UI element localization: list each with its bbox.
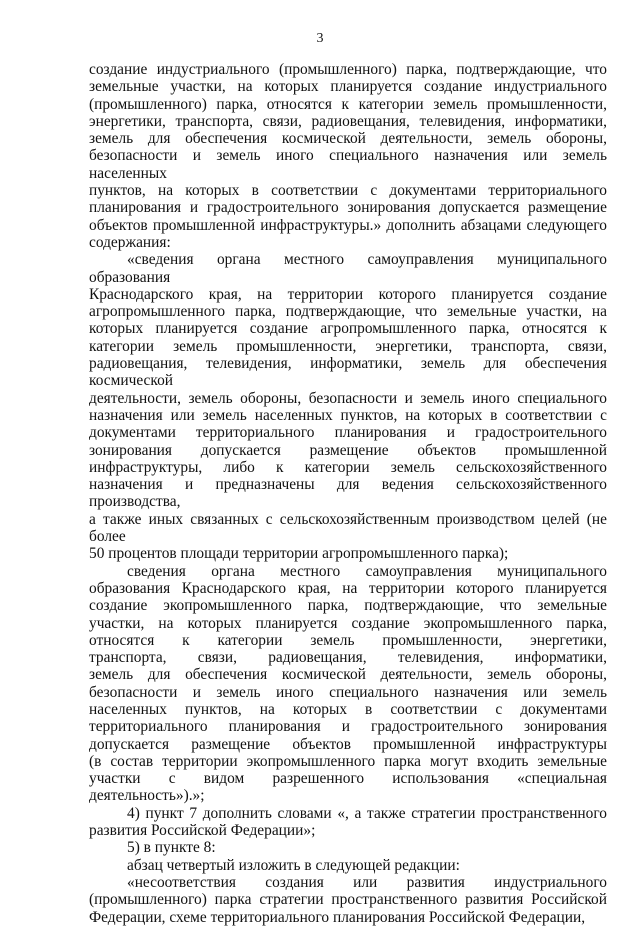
text-line: транспорта, связи, радиовещания, телевидения, информатики, [89, 649, 607, 667]
text-line: участки, на которых планируется создание экопромышленного парка, [89, 614, 607, 632]
text-line: деятельность»).»; [89, 787, 205, 805]
text-line: документами территориального планирования и градостроительного [89, 424, 607, 442]
text-line: 50 процентов площади территории агропромышленного парка); [89, 545, 509, 563]
text-line: агропромышленного парка, подтверждающие, что земельные участки, на [89, 303, 607, 321]
document-body [89, 61, 607, 926]
text-line: 5) в пункте 8: [127, 839, 216, 857]
text-line: (промышленного) парка, относятся к категории земель промышленности, [89, 95, 607, 113]
text-line: развития Российской Федерации»; [89, 822, 316, 840]
text-line: создание индустриального (промышленного) парка, подтверждающие, что [89, 61, 607, 78]
text-line: сведения органа местного самоуправления муниципального [127, 562, 607, 580]
text-line: 4) пункт 7 дополнить словами «, а также стратегии пространственного [127, 804, 607, 822]
text-line: содержания: [89, 233, 171, 251]
text-line: пунктов, на которых в соответствии с документами территориального [89, 182, 607, 200]
text-line: а также иных связанных с сельскохозяйственным производством целей (не более [89, 510, 607, 546]
text-line: энергетики, транспорта, связи, радиовещания, телевидения, информатики, [89, 112, 607, 130]
text-line: объектов промышленной инфраструктуры.» дополнить абзацами следующего [89, 216, 607, 234]
text-line: участки с видом разрешенного использования «специальная [89, 770, 607, 788]
text-line: абзац четвертый изложить в следующей редакции: [127, 856, 460, 874]
text-line: (промышленного) парка стратегии пространственного развития Российской [89, 891, 607, 909]
text-line: инфраструктуры, либо к категории земель сельскохозяйственного [89, 458, 607, 476]
text-line: безопасности и земель иного специального назначения или земель населенных [89, 147, 607, 182]
text-line: «несоответствия создания или развития индустриального [127, 873, 607, 891]
text-line: допускается размещение объектов промышленной инфраструктуры [89, 735, 607, 753]
text-line: категории земель промышленности, энергетики, транспорта, связи, [89, 337, 607, 355]
text-line: создание экопромышленного парка, подтверждающие, что земельные [89, 597, 607, 615]
text-line: земельные участки, на которых планируется создание индустриального [89, 78, 607, 96]
text-line: деятельности, земель обороны, безопасности и земель иного специального [89, 389, 607, 407]
text-line: назначения и предназначены для ведения сельскохозяйственного производства, [89, 476, 607, 511]
text-line: земель для обеспечения космической деятельности, земель обороны, [89, 666, 607, 684]
text-line: относятся к категории земель промышленности, энергетики, [89, 631, 607, 649]
text-line: зонирования допускается размещение объектов промышленной [89, 441, 607, 459]
text-line: территориального планирования и градостроительного зонирования [89, 718, 607, 736]
text-line: радиовещания, телевидения, информатики, земель для обеспечения космической [89, 355, 607, 390]
text-line: которых планируется создание агропромышленного парка, относятся к [89, 320, 607, 338]
text-line: безопасности и земель иного специального назначения или земель [89, 683, 607, 701]
text-line: «сведения органа местного самоуправления муниципального образования [89, 251, 607, 286]
text-line: назначения или земель населенных пунктов, на которых в соответствии с [89, 406, 607, 424]
text-line: образования Краснодарского края, на территории которого планируется [89, 579, 607, 597]
text-line: земель для обеспечения космической деятельности, земель обороны, [89, 130, 607, 148]
text-line: населенных пунктов, на которых в соответствии с документами [89, 700, 607, 718]
text-line: Краснодарского края, на территории которого планируется создание [89, 285, 607, 303]
page-number: 3 [316, 31, 324, 46]
text-line: Федерации, схеме территориального планирования Российской Федерации, [89, 908, 586, 926]
text-line: планирования и градостроительного зонирования допускается размещение [89, 199, 607, 217]
text-line: (в состав территории экопромышленного парка могут входить земельные [89, 752, 607, 770]
